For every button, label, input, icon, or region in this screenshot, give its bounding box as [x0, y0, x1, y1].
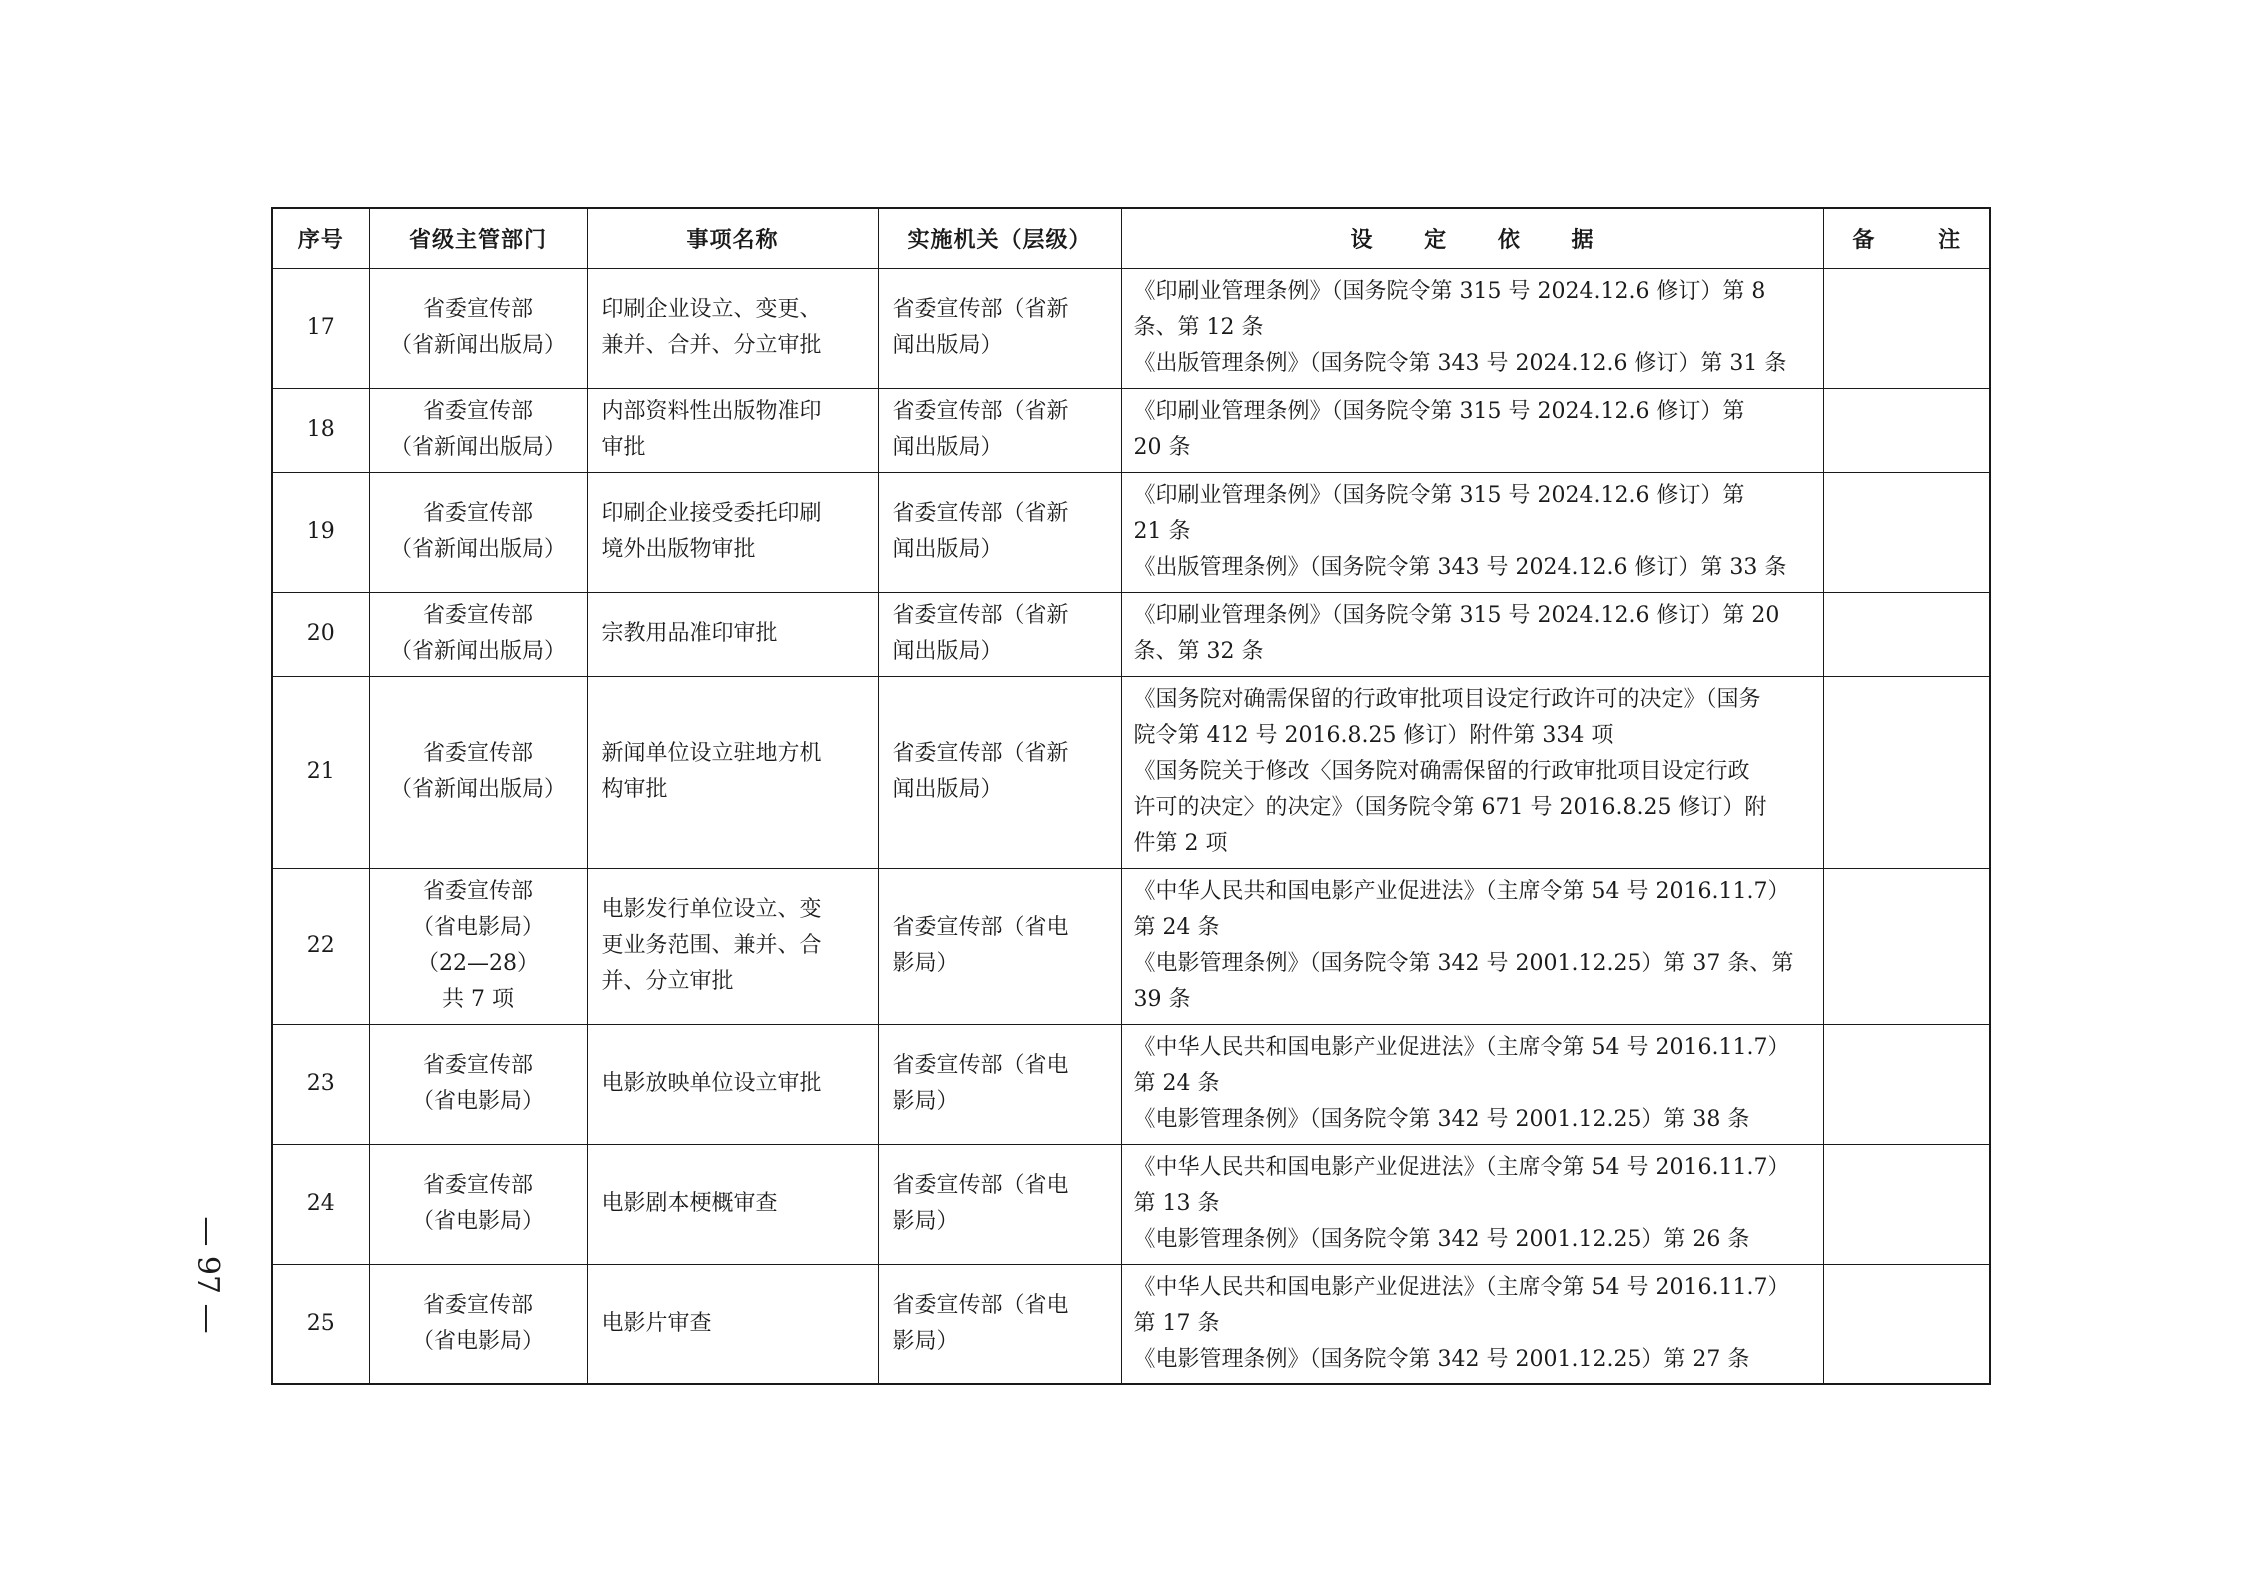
cell-org-line: 闻出版局） [892, 435, 1003, 460]
cell-org-line: 省委宣传部（省新 [892, 297, 1069, 322]
cell-item-line: 并、分立审批 [601, 969, 734, 994]
table-row [272, 388, 1990, 472]
cell-org [878, 388, 1121, 472]
cell-org-line: 影局） [892, 1328, 959, 1354]
cell-basis-line: 《印刷业管理条例》（国务院令第 315 号 2024.12.6 修订）第 [1133, 399, 1745, 424]
cell-basis-line: 《中华人民共和国电影产业促进法》（主席令第 54 号 2016.11.7） [1133, 1035, 1790, 1060]
cell-dept [369, 472, 587, 592]
cell-dept-line: （省电影局） [411, 1209, 544, 1234]
cell-no: 25 [272, 1264, 369, 1384]
cell-item-line: 宗教用品准印审批 [601, 621, 778, 646]
cell-org-line: 省委宣传部（省新 [892, 741, 1069, 766]
cell-item-line: 印刷企业设立、变更、 [601, 297, 822, 322]
cell-note [1823, 1264, 1990, 1384]
cell-item [587, 1264, 878, 1384]
cell-dept-line: （省新闻出版局） [389, 639, 566, 664]
cell-org-line: 省委宣传部（省电 [892, 1292, 1069, 1318]
cell-dept [369, 1024, 587, 1144]
cell-dept-line: 省委宣传部 [422, 1173, 533, 1198]
cell-item [587, 592, 878, 676]
cell-dept-line: 省委宣传部 [422, 501, 533, 526]
cell-note [1823, 868, 1990, 1024]
cell-basis-line: 第 13 条 [1133, 1191, 1220, 1216]
cell-basis-line: 《中华人民共和国电影产业促进法》（主席令第 54 号 2016.11.7） [1133, 879, 1790, 904]
cell-item [587, 1024, 878, 1144]
cell-basis-line: 20 条 [1133, 435, 1191, 460]
cell-basis-line: 院令第 412 号 2016.8.25 修订）附件第 334 项 [1133, 723, 1614, 748]
cell-basis-line: 第 24 条 [1133, 915, 1220, 940]
cell-item [587, 868, 878, 1024]
cell-note [1823, 388, 1990, 472]
cell-item-line: 兼并、合并、分立审批 [601, 333, 822, 358]
cell-basis [1121, 268, 1823, 388]
cell-org-line: 省委宣传部（省新 [892, 501, 1069, 526]
header-org: 实施机关（层级） [878, 208, 1121, 268]
header-dept: 省级主管部门 [369, 208, 587, 268]
cell-basis-line: 《中华人民共和国电影产业促进法》（主席令第 54 号 2016.11.7） [1133, 1274, 1790, 1300]
cell-no: 18 [272, 388, 369, 472]
cell-basis-line: 第 24 条 [1133, 1071, 1220, 1096]
cell-basis-line: 条、第 12 条 [1133, 315, 1264, 340]
cell-no: 24 [272, 1144, 369, 1264]
cell-org-line: 闻出版局） [892, 639, 1003, 664]
cell-org [878, 592, 1121, 676]
cell-basis-line: 《电影管理条例》（国务院令第 342 号 2001.12.25）第 38 条 [1133, 1107, 1750, 1132]
table-row [272, 1264, 1990, 1384]
cell-item-line: 更业务范围、兼并、合 [601, 933, 822, 958]
cell-dept-line: 省委宣传部 [422, 1292, 533, 1318]
cell-basis-line: 《印刷业管理条例》（国务院令第 315 号 2024.12.6 修订）第 [1133, 483, 1745, 508]
cell-basis-line: 21 条 [1133, 519, 1191, 544]
header-item: 事项名称 [587, 208, 878, 268]
cell-note [1823, 268, 1990, 388]
cell-item [587, 268, 878, 388]
cell-basis-line: 第 17 条 [1133, 1310, 1220, 1336]
table-row [272, 676, 1990, 868]
cell-no: 17 [272, 268, 369, 388]
table-row [272, 592, 1990, 676]
cell-basis-line: 《电影管理条例》（国务院令第 342 号 2001.12.25）第 26 条 [1133, 1227, 1750, 1252]
cell-basis-line: 39 条 [1133, 987, 1191, 1012]
cell-dept-line: 省委宣传部 [422, 741, 533, 766]
table-row [272, 1024, 1990, 1144]
cell-basis-line: 《国务院对确需保留的行政审批项目设定行政许可的决定》（国务 [1133, 687, 1761, 712]
cell-dept [369, 1264, 587, 1384]
cell-basis-line: 件第 2 项 [1133, 831, 1228, 856]
cell-basis [1121, 472, 1823, 592]
cell-dept [369, 592, 587, 676]
cell-org-line: 省委宣传部（省电 [892, 1053, 1069, 1078]
cell-dept-line: 省委宣传部 [422, 879, 533, 904]
page-number: — 97 — [190, 1216, 226, 1334]
cell-org [878, 1024, 1121, 1144]
cell-no: 19 [272, 472, 369, 592]
cell-item-line: 境外出版物审批 [601, 537, 756, 562]
cell-basis [1121, 1024, 1823, 1144]
header-note: 备 注 [1823, 208, 1990, 268]
cell-item [587, 1144, 878, 1264]
cell-basis-line: 《国务院关于修改〈国务院对确需保留的行政审批项目设定行政 [1133, 759, 1750, 784]
cell-dept [369, 676, 587, 868]
cell-org [878, 1264, 1121, 1384]
table-row [272, 268, 1990, 388]
cell-dept-line: （省电影局） [411, 915, 544, 940]
cell-item-line: 新闻单位设立驻地方机 [601, 741, 822, 766]
cell-dept [369, 388, 587, 472]
cell-basis-line: 《出版管理条例》（国务院令第 343 号 2024.12.6 修订）第 33 条 [1133, 555, 1787, 580]
cell-basis-line: 《电影管理条例》（国务院令第 342 号 2001.12.25）第 27 条 [1133, 1346, 1750, 1372]
cell-org [878, 268, 1121, 388]
cell-dept-line: （省新闻出版局） [389, 537, 566, 562]
cell-dept-line: 省委宣传部 [422, 297, 533, 322]
cell-dept-line: （省新闻出版局） [389, 435, 566, 460]
cell-org [878, 676, 1121, 868]
cell-no: 21 [272, 676, 369, 868]
cell-basis-line: 《电影管理条例》（国务院令第 342 号 2001.12.25）第 37 条、第 [1133, 951, 1794, 976]
cell-item-line: 构审批 [601, 777, 668, 802]
cell-basis-line: 《印刷业管理条例》（国务院令第 315 号 2024.12.6 修订）第 20 [1133, 603, 1780, 628]
cell-dept [369, 868, 587, 1024]
cell-dept-line: （省电影局） [411, 1089, 544, 1114]
cell-org [878, 1144, 1121, 1264]
cell-item-line: 电影发行单位设立、变 [601, 897, 822, 922]
cell-note [1823, 472, 1990, 592]
cell-item-line: 内部资料性出版物准印 [601, 399, 822, 424]
header-no: 序号 [272, 208, 369, 268]
header-basis: 设 定 依 据 [1121, 208, 1823, 268]
cell-org-line: 省委宣传部（省新 [892, 603, 1069, 628]
cell-org [878, 472, 1121, 592]
cell-org-line: 省委宣传部（省电 [892, 915, 1069, 940]
cell-dept-line: （22—28） [417, 951, 539, 976]
cell-basis [1121, 592, 1823, 676]
cell-dept-line: （省新闻出版局） [389, 777, 566, 802]
cell-note [1823, 676, 1990, 868]
cell-basis-line: 《中华人民共和国电影产业促进法》（主席令第 54 号 2016.11.7） [1133, 1155, 1790, 1180]
table-row [272, 1144, 1990, 1264]
cell-item-line: 审批 [601, 435, 646, 460]
cell-dept [369, 268, 587, 388]
cell-basis-line: 许可的决定〉的决定》（国务院令第 671 号 2016.8.25 修订）附 [1133, 795, 1767, 820]
table-row [272, 472, 1990, 592]
cell-org [878, 868, 1121, 1024]
cell-note [1823, 1024, 1990, 1144]
cell-dept-line: （省新闻出版局） [389, 333, 566, 358]
cell-dept-line: 省委宣传部 [422, 603, 533, 628]
cell-dept-line: 共 7 项 [442, 987, 514, 1012]
table-row [272, 868, 1990, 1024]
cell-basis-line: 《印刷业管理条例》（国务院令第 315 号 2024.12.6 修订）第 8 [1133, 279, 1766, 304]
cell-basis-line: 条、第 32 条 [1133, 639, 1264, 664]
cell-item [587, 676, 878, 868]
cell-note [1823, 592, 1990, 676]
cell-basis [1121, 1144, 1823, 1264]
table-body [272, 268, 1990, 1384]
cell-basis [1121, 676, 1823, 868]
cell-org-line: 闻出版局） [892, 777, 1003, 802]
cell-org-line: 省委宣传部（省电 [892, 1173, 1069, 1198]
cell-basis [1121, 388, 1823, 472]
cell-item-line: 电影片审查 [601, 1310, 712, 1336]
table-header-row [272, 208, 1990, 268]
cell-item-line: 印刷企业接受委托印刷 [601, 501, 822, 526]
cell-basis [1121, 868, 1823, 1024]
cell-no: 20 [272, 592, 369, 676]
cell-org-line: 省委宣传部（省新 [892, 399, 1069, 424]
cell-dept-line: 省委宣传部 [422, 1053, 533, 1078]
cell-dept-line: （省电影局） [411, 1328, 544, 1354]
cell-no: 23 [272, 1024, 369, 1144]
cell-item [587, 388, 878, 472]
cell-no: 22 [272, 868, 369, 1024]
cell-dept-line: 省委宣传部 [422, 399, 533, 424]
cell-item-line: 电影剧本梗概审查 [601, 1191, 778, 1216]
cell-basis [1121, 1264, 1823, 1384]
cell-org-line: 闻出版局） [892, 537, 1003, 562]
cell-note [1823, 1144, 1990, 1264]
cell-org-line: 闻出版局） [892, 333, 1003, 358]
cell-item-line: 电影放映单位设立审批 [601, 1071, 822, 1096]
cell-org-line: 影局） [892, 1089, 959, 1114]
cell-org-line: 影局） [892, 1209, 959, 1234]
cell-org-line: 影局） [892, 951, 959, 976]
cell-item [587, 472, 878, 592]
approval-items-table [271, 207, 1991, 1385]
cell-dept [369, 1144, 587, 1264]
cell-basis-line: 《出版管理条例》（国务院令第 343 号 2024.12.6 修订）第 31 条 [1133, 351, 1787, 376]
